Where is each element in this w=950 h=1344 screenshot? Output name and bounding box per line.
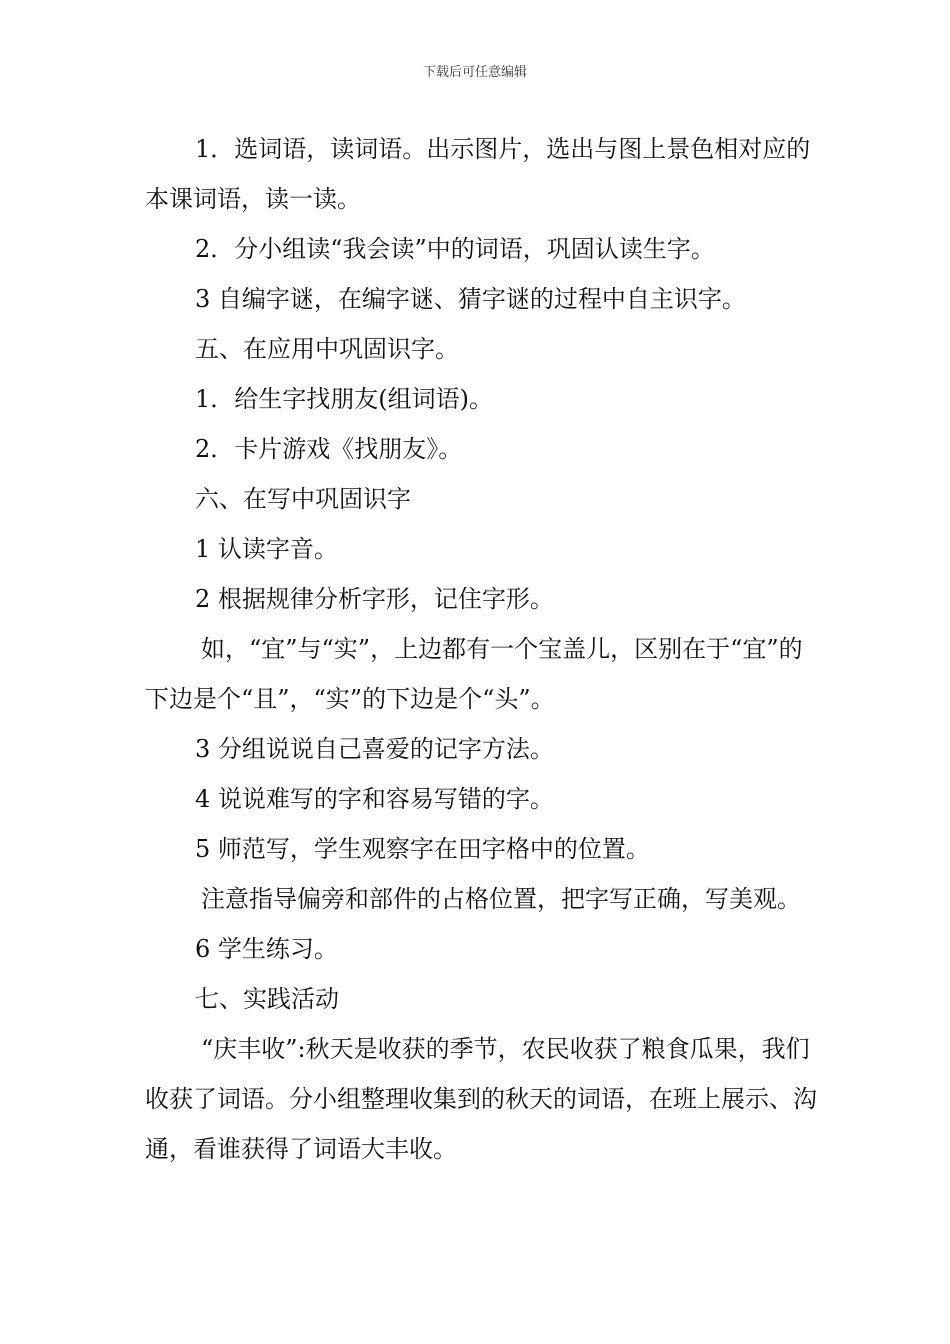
page-header: 下载后可任意编辑	[422, 65, 527, 80]
paragraph-2: 2．分小组读“我会读”中的词语，巩固认读生字。	[195, 235, 715, 263]
section-heading-7: 七、实践活动	[195, 985, 339, 1013]
paragraph-14: 注意指导偏旁和部件的占格位置，把字写正确，写美观。	[201, 885, 801, 913]
document-body	[145, 124, 820, 1174]
paragraph-3: 3 自编字谜，在编字谜、猜字谜的过程中自主识字。	[195, 285, 746, 313]
paragraph-10: 如，“宜”与“实”，上边都有一个宝盖儿，区别在于“宜”的下边是个“且”，“实”的下边是个“头”。	[145, 635, 803, 713]
paragraph-1: 1．选词语，读词语。出示图片，选出与图上景色相对应的本课词语，读一读。	[145, 135, 811, 213]
paragraph-17: “庆丰收”:秋天是收获的季节，农民收获了粮食瓜果，我们收获了词语。分小组整理收集到的秋天的词语，在班上展示、沟通，看谁获得了词语大丰收。	[145, 1035, 817, 1163]
section-heading-5: 五、在应用中巩固识字。	[195, 335, 459, 363]
paragraph-13: 5 师范写，学生观察字在田字格中的位置。	[195, 835, 650, 863]
paragraph-8: 1 认读字音。	[195, 535, 338, 563]
paragraph-12: 4 说说难写的字和容易写错的字。	[195, 785, 554, 813]
section-heading-6: 六、在写中巩固识字	[195, 485, 411, 513]
paragraph-5: 1．给生字找朋友(组词语)。	[195, 385, 493, 413]
paragraph-15: 6 学生练习。	[195, 935, 338, 963]
paragraph-6: 2．卡片游戏《找朋友》。	[195, 435, 463, 463]
paragraph-9: 2 根据规律分析字形，记住字形。	[195, 585, 554, 613]
paragraph-11: 3 分组说说自己喜爱的记字方法。	[195, 735, 554, 763]
